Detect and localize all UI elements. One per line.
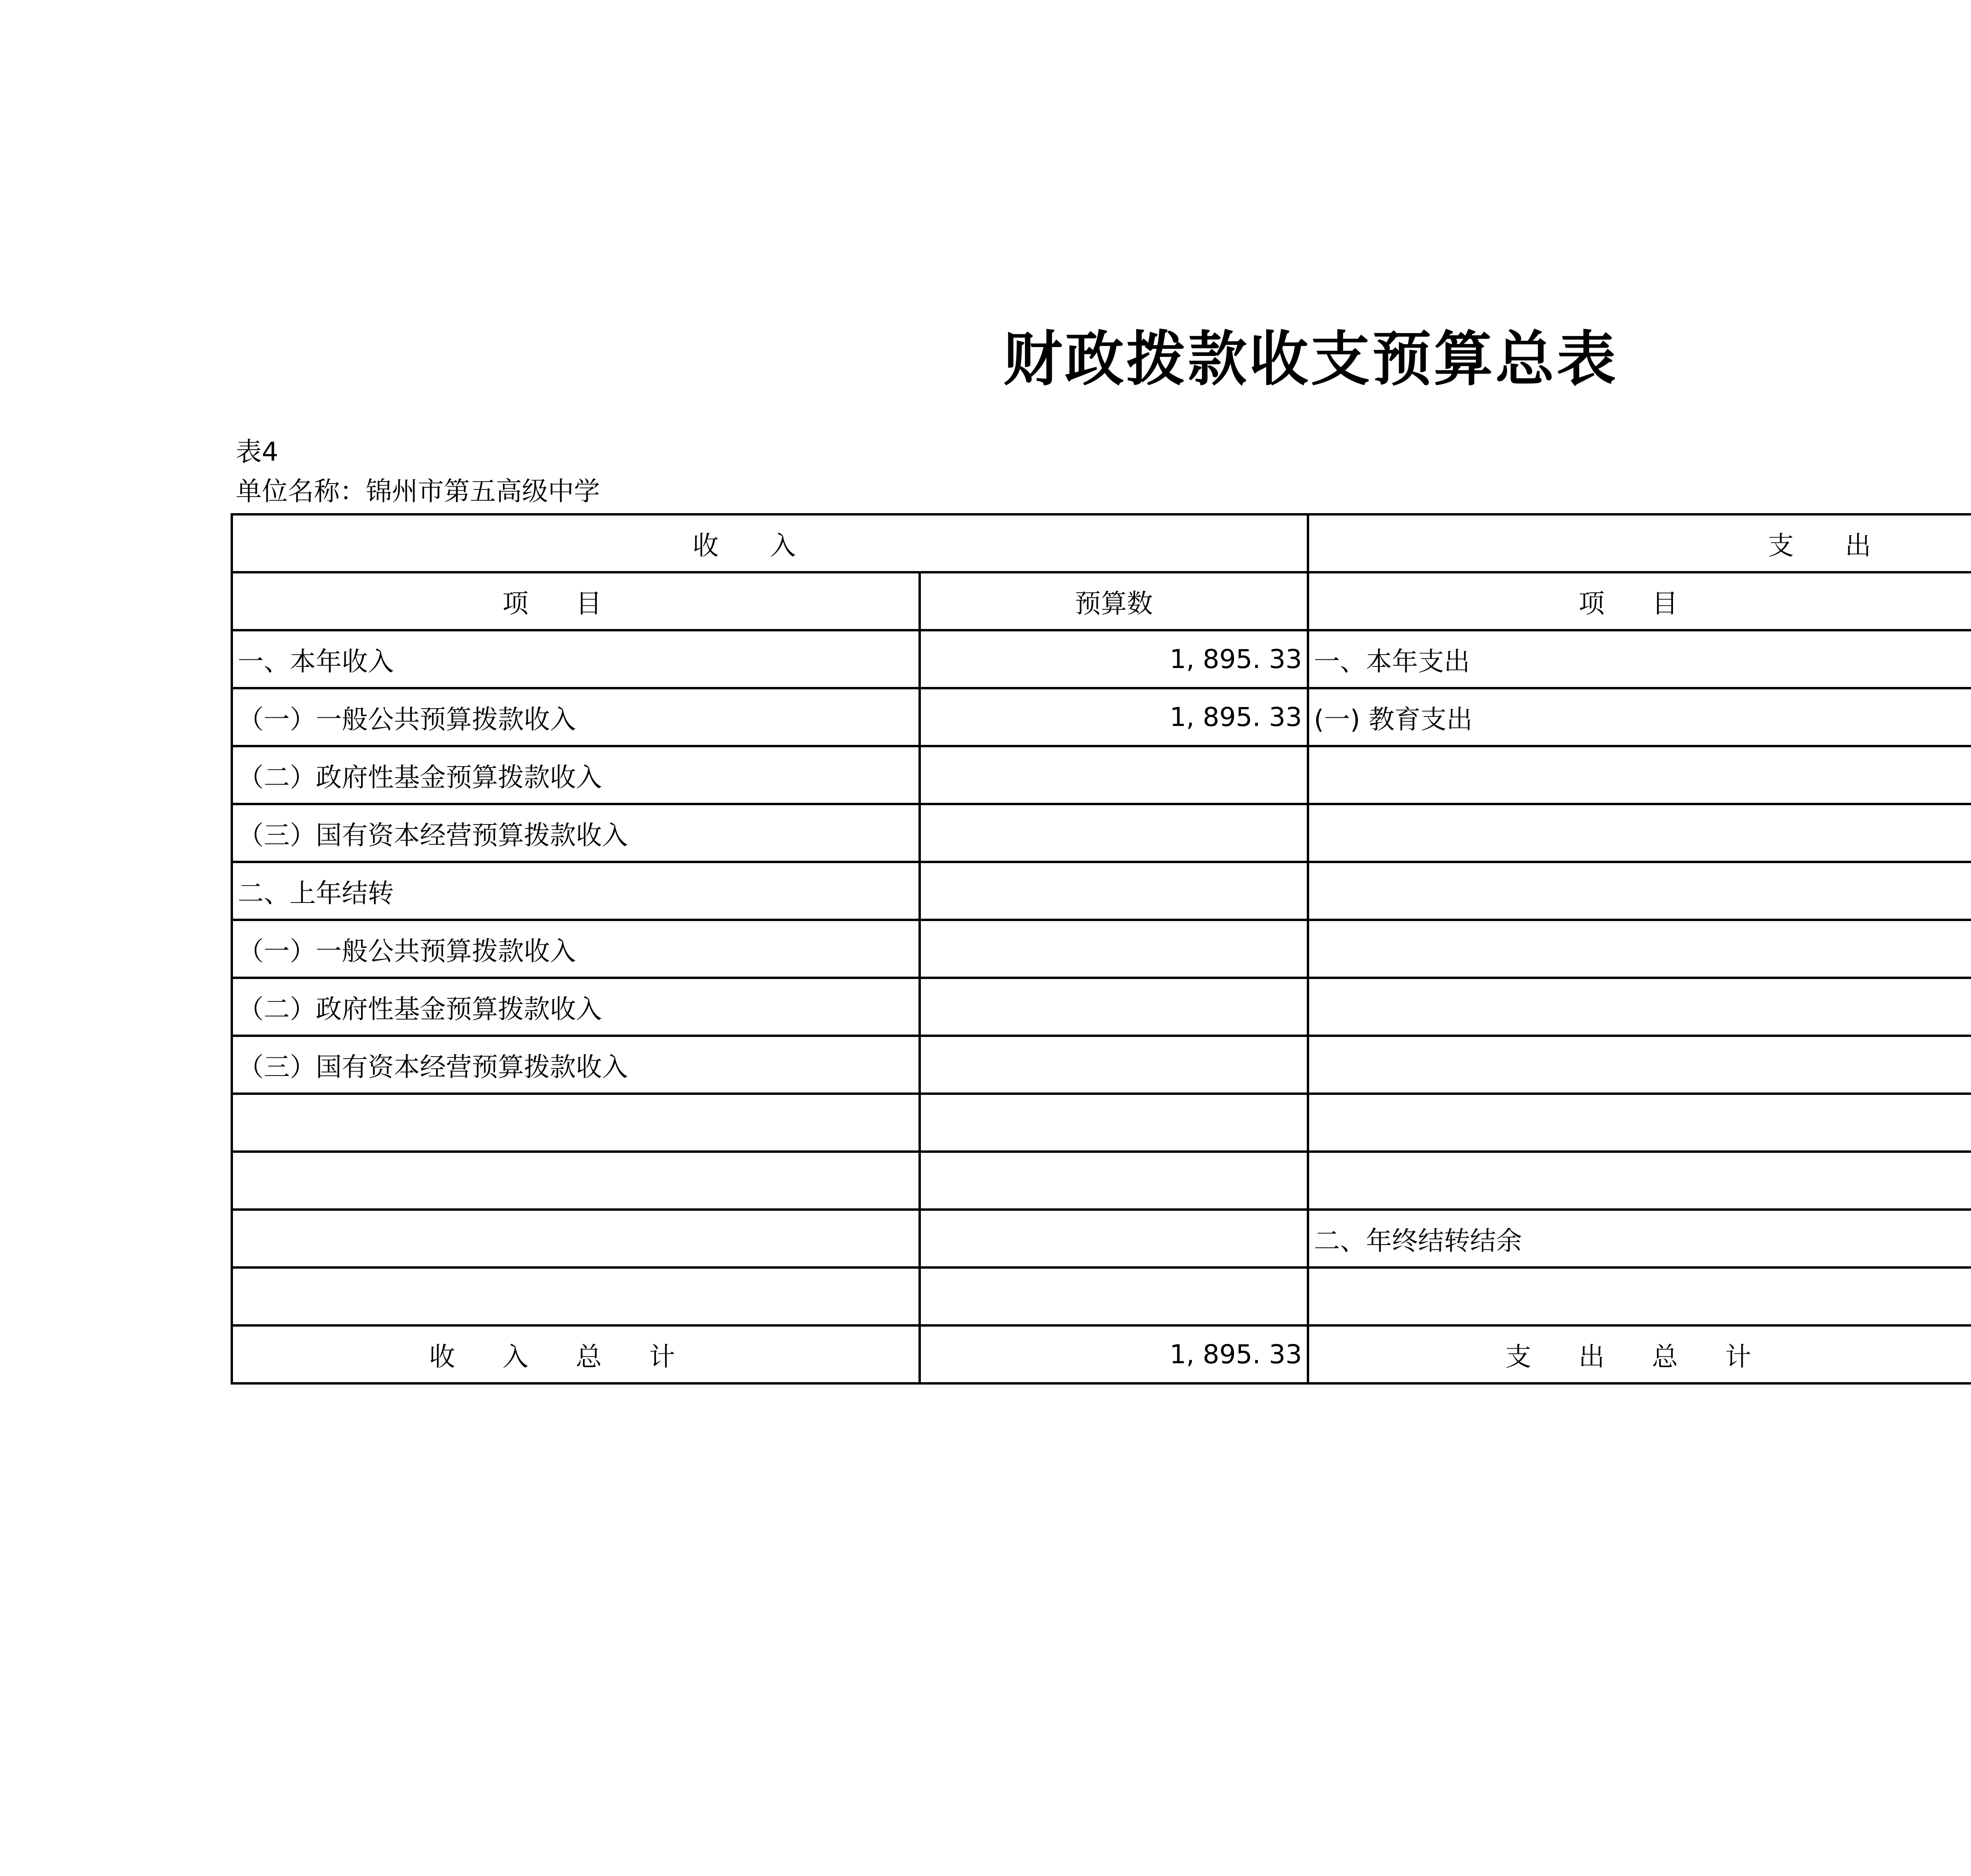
income-item-cell: （二）政府性基金预算拨款收入 bbox=[232, 746, 920, 804]
table-row bbox=[232, 1267, 1971, 1325]
expense-item-cell bbox=[1308, 862, 1971, 920]
table-number: 表4 bbox=[236, 437, 278, 467]
income-amount-cell: 1, 895. 33 bbox=[920, 688, 1308, 746]
expense-item-cell bbox=[1308, 978, 1971, 1036]
income-item-cell: 二、上年结转 bbox=[232, 862, 920, 920]
table-row bbox=[232, 1094, 1971, 1152]
income-amount-cell bbox=[920, 920, 1308, 978]
income-amount-cell bbox=[920, 1036, 1308, 1094]
table-row bbox=[232, 688, 1971, 746]
expense-item-cell: 二、年终结转结余 bbox=[1308, 1210, 1971, 1267]
income-amount-cell bbox=[920, 746, 1308, 804]
table-row bbox=[232, 920, 1971, 978]
page-title: 财政拨款收支预算总表 bbox=[1003, 325, 1618, 394]
income-item-cell bbox=[232, 1152, 920, 1210]
expense-total-label: 支出总计 bbox=[1308, 1325, 1971, 1383]
expense-item-cell bbox=[1308, 920, 1971, 978]
income-item-cell bbox=[232, 1267, 920, 1325]
table-row bbox=[232, 746, 1971, 804]
income-item-cell: （一）一般公共预算拨款收入 bbox=[232, 920, 920, 978]
income-item-cell: （三）国有资本经营预算拨款收入 bbox=[232, 1036, 920, 1094]
income-item-cell bbox=[232, 1210, 920, 1267]
income-item-cell: （一）一般公共预算拨款收入 bbox=[232, 688, 920, 746]
unit-name: 单位名称：锦州市第五高级中学 bbox=[236, 476, 600, 506]
table-row bbox=[232, 862, 1971, 920]
table-row bbox=[232, 804, 1971, 862]
table-row bbox=[232, 978, 1971, 1036]
expense-item-cell bbox=[1308, 1267, 1971, 1325]
table-row bbox=[232, 1036, 1971, 1094]
income-item-cell: 一、本年收入 bbox=[232, 630, 920, 688]
totals-row bbox=[232, 1325, 1971, 1383]
table-row bbox=[232, 630, 1971, 688]
expense-item-cell bbox=[1308, 1036, 1971, 1094]
income-amount-cell bbox=[920, 1210, 1308, 1267]
income-item-header: 项目 bbox=[232, 572, 920, 630]
budget-table-body bbox=[232, 514, 1971, 1383]
expense-item-header: 项目 bbox=[1308, 572, 1971, 630]
income-item-cell bbox=[232, 1094, 920, 1152]
budget-table bbox=[231, 513, 1971, 1385]
income-header: 收入 bbox=[232, 514, 1308, 572]
income-amount-cell bbox=[920, 1267, 1308, 1325]
income-amount-cell bbox=[920, 862, 1308, 920]
income-amount-cell bbox=[920, 804, 1308, 862]
income-budget-header: 预算数 bbox=[920, 572, 1308, 630]
table-row bbox=[232, 1210, 1971, 1267]
column-header-row bbox=[232, 572, 1971, 630]
income-total-label: 收入总计 bbox=[232, 1325, 920, 1383]
expense-item-cell bbox=[1308, 1152, 1971, 1210]
income-item-cell: （二）政府性基金预算拨款收入 bbox=[232, 978, 920, 1036]
expense-item-cell: 一、本年支出 bbox=[1308, 630, 1971, 688]
expense-item-cell bbox=[1308, 1094, 1971, 1152]
income-amount-cell bbox=[920, 978, 1308, 1036]
income-item-cell: （三）国有资本经营预算拨款收入 bbox=[232, 804, 920, 862]
expense-header: 支出 bbox=[1308, 514, 1971, 572]
table-row bbox=[232, 1152, 1971, 1210]
income-amount-cell bbox=[920, 1094, 1308, 1152]
income-amount-cell bbox=[920, 1152, 1308, 1210]
income-amount-cell: 1, 895. 33 bbox=[920, 630, 1308, 688]
expense-item-cell: (一) 教育支出 bbox=[1308, 688, 1971, 746]
expense-item-cell bbox=[1308, 804, 1971, 862]
expense-item-cell bbox=[1308, 746, 1971, 804]
income-total-amount: 1, 895. 33 bbox=[920, 1325, 1308, 1383]
section-header-row bbox=[232, 514, 1971, 572]
